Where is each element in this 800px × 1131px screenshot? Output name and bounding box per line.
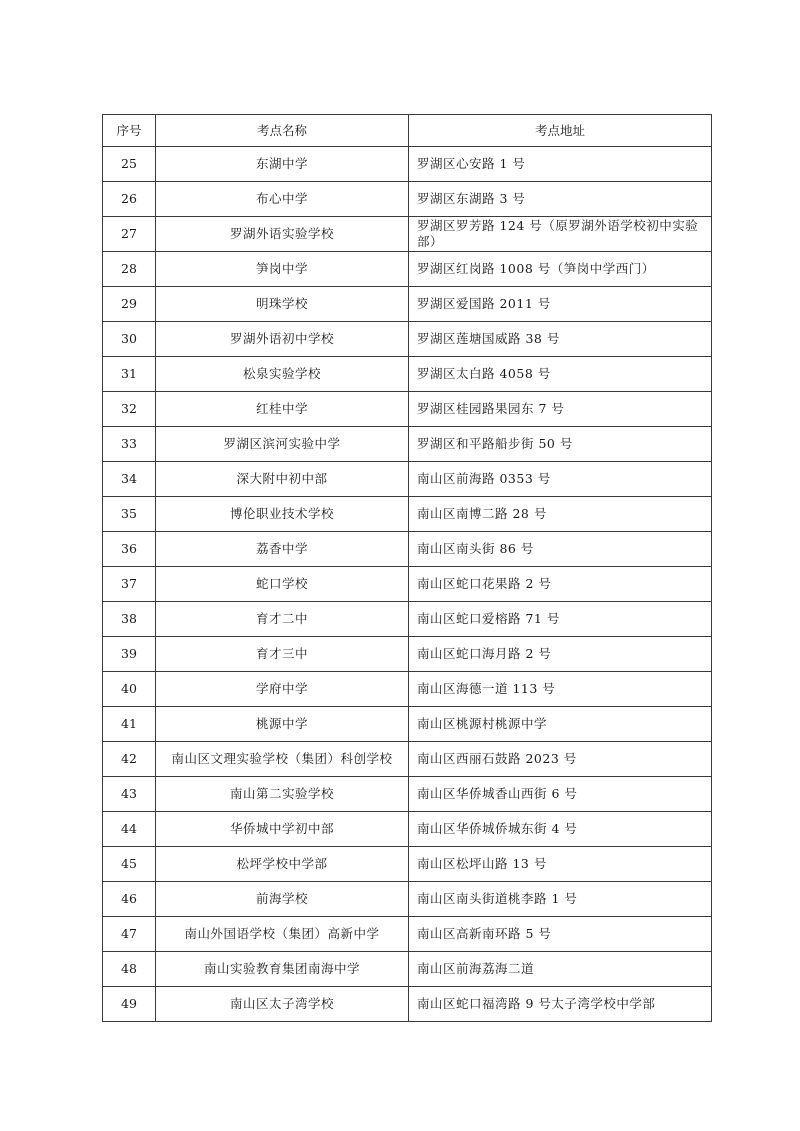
row-venue-address: 南山区高新南环路 5 号 (409, 917, 712, 952)
table-row (103, 917, 712, 952)
table-row (103, 287, 712, 322)
row-venue-address: 南山区蛇口花果路 2 号 (409, 567, 712, 602)
row-serial-number: 27 (103, 217, 156, 252)
row-serial-number: 39 (103, 637, 156, 672)
row-venue-address: 罗湖区太白路 4058 号 (409, 357, 712, 392)
table-body (103, 147, 712, 1022)
header-venue-address: 考点地址 (409, 115, 712, 147)
table-row (103, 672, 712, 707)
table-row (103, 742, 712, 777)
row-venue-name: 罗湖区滨河实验中学 (156, 427, 409, 462)
exam-venue-table (102, 114, 712, 1022)
row-venue-address: 罗湖区莲塘国威路 38 号 (409, 322, 712, 357)
row-venue-name: 学府中学 (156, 672, 409, 707)
row-venue-address: 罗湖区红岗路 1008 号（笋岗中学西门） (409, 252, 712, 287)
row-venue-name: 松坪学校中学部 (156, 847, 409, 882)
row-venue-address: 南山区华侨城香山西街 6 号 (409, 777, 712, 812)
row-venue-name: 红桂中学 (156, 392, 409, 427)
row-venue-name: 荔香中学 (156, 532, 409, 567)
table-row (103, 182, 712, 217)
table-row (103, 812, 712, 847)
row-serial-number: 35 (103, 497, 156, 532)
row-venue-address: 南山区前海路 0353 号 (409, 462, 712, 497)
table-row (103, 882, 712, 917)
row-venue-address: 南山区南头街 86 号 (409, 532, 712, 567)
table-row (103, 987, 712, 1022)
row-serial-number: 34 (103, 462, 156, 497)
table-row (103, 252, 712, 287)
header-venue-name: 考点名称 (156, 115, 409, 147)
row-serial-number: 44 (103, 812, 156, 847)
row-venue-address: 罗湖区和平路船步街 50 号 (409, 427, 712, 462)
table-row (103, 707, 712, 742)
row-serial-number: 49 (103, 987, 156, 1022)
row-serial-number: 46 (103, 882, 156, 917)
row-venue-name: 前海学校 (156, 882, 409, 917)
row-venue-address: 南山区松坪山路 13 号 (409, 847, 712, 882)
table-row (103, 567, 712, 602)
row-venue-address: 南山区海德一道 113 号 (409, 672, 712, 707)
row-serial-number: 45 (103, 847, 156, 882)
row-venue-name: 南山实验教育集团南海中学 (156, 952, 409, 987)
row-venue-address: 南山区蛇口爱榕路 71 号 (409, 602, 712, 637)
table-row (103, 217, 712, 252)
row-serial-number: 48 (103, 952, 156, 987)
row-serial-number: 32 (103, 392, 156, 427)
row-serial-number: 26 (103, 182, 156, 217)
row-venue-address: 南山区前海荔海二道 (409, 952, 712, 987)
table-row (103, 147, 712, 182)
row-serial-number: 28 (103, 252, 156, 287)
row-serial-number: 41 (103, 707, 156, 742)
row-serial-number: 47 (103, 917, 156, 952)
table-row (103, 847, 712, 882)
table-row (103, 637, 712, 672)
row-serial-number: 42 (103, 742, 156, 777)
row-venue-name: 南山区文理实验学校（集团）科创学校 (156, 742, 409, 777)
row-venue-name: 南山第二实验学校 (156, 777, 409, 812)
row-serial-number: 33 (103, 427, 156, 462)
row-venue-name: 南山区太子湾学校 (156, 987, 409, 1022)
table-row (103, 952, 712, 987)
row-venue-name: 笋岗中学 (156, 252, 409, 287)
row-venue-address: 罗湖区心安路 1 号 (409, 147, 712, 182)
table-row (103, 602, 712, 637)
table-row (103, 357, 712, 392)
row-venue-name: 布心中学 (156, 182, 409, 217)
table-row (103, 497, 712, 532)
row-venue-name: 育才二中 (156, 602, 409, 637)
row-venue-address: 罗湖区罗芳路 124 号（原罗湖外语学校初中实验部） (409, 217, 712, 252)
row-serial-number: 36 (103, 532, 156, 567)
row-venue-name: 育才三中 (156, 637, 409, 672)
row-venue-name: 明珠学校 (156, 287, 409, 322)
row-venue-address: 南山区华侨城侨城东街 4 号 (409, 812, 712, 847)
row-serial-number: 29 (103, 287, 156, 322)
row-venue-address: 南山区南头街道桃李路 1 号 (409, 882, 712, 917)
row-venue-name: 松泉实验学校 (156, 357, 409, 392)
row-venue-address: 南山区桃源村桃源中学 (409, 707, 712, 742)
row-venue-name: 华侨城中学初中部 (156, 812, 409, 847)
row-serial-number: 25 (103, 147, 156, 182)
row-venue-address: 南山区蛇口福湾路 9 号太子湾学校中学部 (409, 987, 712, 1022)
table-header-row (103, 115, 712, 147)
row-venue-name: 东湖中学 (156, 147, 409, 182)
row-venue-name: 深大附中初中部 (156, 462, 409, 497)
header-serial-number: 序号 (103, 115, 156, 147)
row-venue-name: 桃源中学 (156, 707, 409, 742)
row-venue-address: 南山区蛇口海月路 2 号 (409, 637, 712, 672)
table-row (103, 462, 712, 497)
table-row (103, 427, 712, 462)
table-row (103, 777, 712, 812)
row-venue-name: 博伦职业技术学校 (156, 497, 409, 532)
row-venue-name: 罗湖外语实验学校 (156, 217, 409, 252)
table-row (103, 322, 712, 357)
row-venue-address: 罗湖区东湖路 3 号 (409, 182, 712, 217)
row-venue-name: 罗湖外语初中学校 (156, 322, 409, 357)
row-venue-address: 南山区西丽石鼓路 2023 号 (409, 742, 712, 777)
row-serial-number: 40 (103, 672, 156, 707)
row-serial-number: 30 (103, 322, 156, 357)
row-serial-number: 37 (103, 567, 156, 602)
table-row (103, 392, 712, 427)
row-serial-number: 38 (103, 602, 156, 637)
row-serial-number: 31 (103, 357, 156, 392)
row-venue-name: 南山外国语学校（集团）高新中学 (156, 917, 409, 952)
table-row (103, 532, 712, 567)
row-venue-address: 罗湖区爱国路 2011 号 (409, 287, 712, 322)
row-venue-name: 蛇口学校 (156, 567, 409, 602)
row-venue-address: 罗湖区桂园路果园东 7 号 (409, 392, 712, 427)
row-serial-number: 43 (103, 777, 156, 812)
row-venue-address: 南山区南博二路 28 号 (409, 497, 712, 532)
